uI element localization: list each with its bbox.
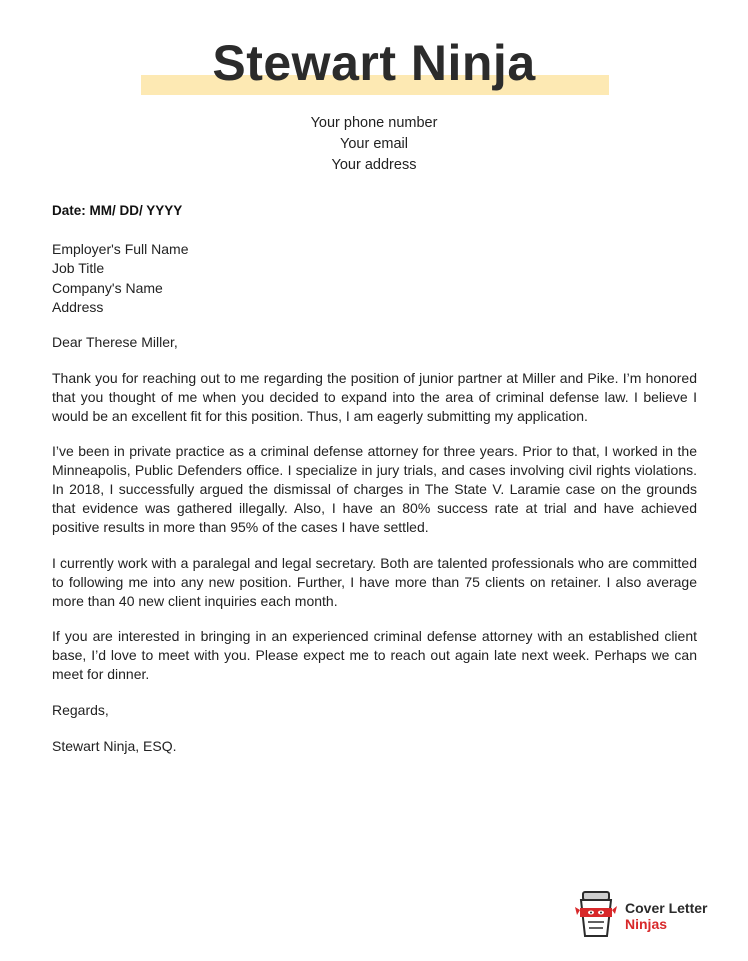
logo-line-2: Ninjas <box>625 916 668 932</box>
applicant-name: Stewart Ninja <box>212 35 536 91</box>
contact-phone: Your phone number <box>310 115 438 131</box>
ninja-mascot-icon <box>575 890 617 938</box>
body-paragraph-2: I’ve been in private practice as a criminal defense attorney for three years. Prior to that, I worked in the Minneapolis, Public Defenders office. I specialize in jury trials, and cases involving civil rights violations. In 2018, I successfully argued the dismissal of charges in The State V. Laramie case on the grounds that evidence was gathered illegally. Also, I have an 80% success rate at trial and have achieved positive results in more than 95% of the cases I have settled. <box>52 443 697 535</box>
employer-full-name: Employer's Full Name <box>52 241 189 257</box>
letter-date: Date: MM/ DD/ YYYY <box>52 203 183 218</box>
employer-job-title: Job Title <box>52 260 105 277</box>
employer-address: Address <box>52 298 104 315</box>
salutation: Dear Therese Miller, <box>52 334 178 350</box>
signature: Stewart Ninja, ESQ. <box>52 738 177 754</box>
brand-logo <box>575 890 725 940</box>
body-paragraph-3: I currently work with a paralegal and legal secretary. Both are talented professionals who are committed to following me into any new position. Further, I have more than 75 clients on retainer. I also average more than 40 new client inquiries each month. <box>52 555 697 609</box>
logo-wordmark <box>625 900 707 932</box>
body-paragraph-4: If you are interested in bringing in an experienced criminal defense attorney with an established client base, I’d love to meet with you. Please expect me to reach out again late next week. Perhaps we can meet for dinner. <box>52 628 697 682</box>
contact-address: Your address <box>331 157 417 173</box>
contact-block <box>0 113 748 176</box>
logo-line-1: Cover Letter <box>625 900 708 916</box>
body-paragraph-1: Thank you for reaching out to me regarding the position of junior partner at Miller and Pike. I’m honored that you thought of me when you decided to expand into the area of criminal defense law. I believe I would be an excellent fit for this position. Thus, I am eagerly submitting my application. <box>52 370 697 424</box>
employer-company: Company's Name <box>52 279 163 296</box>
employer-block <box>52 240 189 317</box>
contact-email: Your email <box>340 136 408 152</box>
closing: Regards, <box>52 702 109 718</box>
